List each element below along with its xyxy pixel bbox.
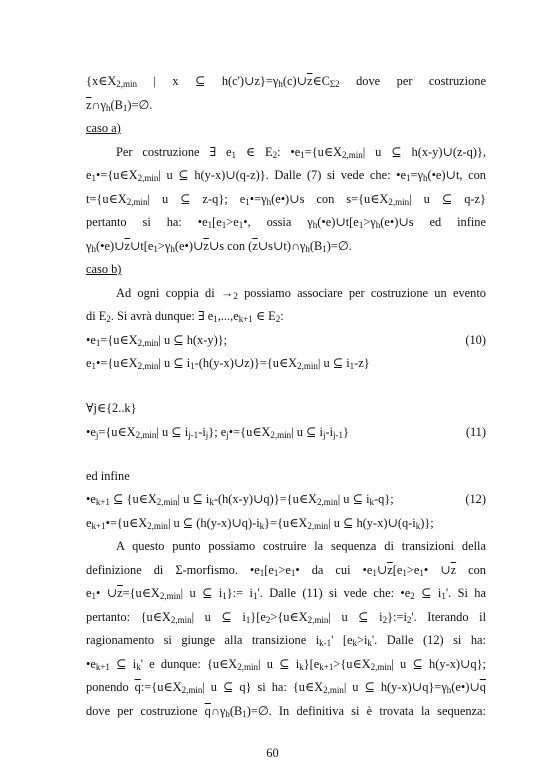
subscript: 2,min xyxy=(181,685,203,695)
text-run: ={u∈X xyxy=(98,425,136,439)
text-run: ∪t[e xyxy=(129,239,154,253)
text-run: } xyxy=(343,425,349,439)
text-run: | u ⊆ i xyxy=(258,657,300,671)
subscript: 2 xyxy=(272,150,278,160)
subscript: k+1 xyxy=(95,662,110,672)
subscript: h xyxy=(91,244,96,254)
text-run: >i xyxy=(356,633,368,647)
text-run: | u ⊆ h(y-x)∪(q-z)}. Dalle (7) si vede che: •e xyxy=(158,168,406,182)
subscript: 1 xyxy=(207,220,213,230)
subscript: 1 xyxy=(253,591,258,601)
subscript: 1 xyxy=(290,568,296,578)
text-run: (c)∪ xyxy=(282,74,307,88)
text-line xyxy=(86,96,486,118)
subscript: k+1 xyxy=(95,497,110,507)
text-run: ' [e xyxy=(331,633,353,647)
text-run: -i xyxy=(325,425,334,439)
subscript: 1 xyxy=(358,220,364,230)
text-line xyxy=(86,119,486,138)
text-line xyxy=(86,423,486,445)
text-run: | u ⊆ i xyxy=(337,492,370,506)
subscript: 2 xyxy=(265,615,271,625)
subscript: h xyxy=(225,709,230,719)
text-line xyxy=(116,537,486,556)
subscript: 1 xyxy=(190,361,195,371)
subscript: 2,min xyxy=(137,173,159,183)
text-run: ∪s∪t)∩γ xyxy=(257,239,306,253)
subscript: 1 xyxy=(245,197,250,207)
text-run: =γ xyxy=(410,168,423,182)
subscript: Σ2 xyxy=(329,79,340,89)
subscript: k-1 xyxy=(319,638,332,648)
subscript: 1 xyxy=(300,150,305,160)
overlined-symbol: $\overline{z}$ xyxy=(450,563,457,577)
text-run: di E xyxy=(86,309,107,323)
text-line xyxy=(86,514,486,536)
page-number: 60 xyxy=(266,746,279,760)
text-run: | u ⊆ h(x-y)}; xyxy=(158,333,228,347)
equation-number: (12) xyxy=(465,492,486,506)
text-run: dove per costruzione xyxy=(339,74,486,88)
text-run: )=∅. xyxy=(127,98,153,112)
text-run: >{u∈X xyxy=(270,610,308,624)
text-line xyxy=(86,166,486,188)
equation-number: (10) xyxy=(465,333,486,347)
text-line xyxy=(86,331,486,353)
text-run: | u ⊆ h(y-x)∪(q-i xyxy=(328,516,416,530)
text-run: (•e)∪t, con xyxy=(427,168,487,182)
text-run: }[e xyxy=(303,657,320,671)
text-run: }; e xyxy=(208,425,227,439)
subscript: 2,min xyxy=(307,521,329,531)
text-run: ⊆ i xyxy=(109,657,137,671)
text-line xyxy=(86,237,486,259)
text-run: }:=i xyxy=(387,610,407,624)
subscript: 2,min xyxy=(342,150,363,160)
text-run: pertanto si ha: •e xyxy=(86,215,208,229)
text-run: -(h(x-y)∪q)}={u∈X xyxy=(213,492,317,506)
text-line xyxy=(86,584,486,606)
subscript: 1 xyxy=(91,591,96,601)
text-run: dove per costruzione xyxy=(86,704,205,718)
text-run: {x∈X xyxy=(86,74,117,88)
text-line xyxy=(86,213,486,235)
text-run: •, ossia γ xyxy=(243,215,313,229)
text-run: ∩γ xyxy=(91,98,106,112)
subscript: 1 xyxy=(122,103,128,113)
subscript: h xyxy=(170,244,175,254)
subscript: h xyxy=(305,244,310,254)
text-line xyxy=(86,190,486,212)
subscript: j xyxy=(226,430,229,440)
subscript: 1 xyxy=(406,173,411,183)
text-run: | u ⊆ q-z} xyxy=(409,192,486,206)
subscript: 2 xyxy=(233,291,238,301)
subscript: 1 xyxy=(372,568,377,578)
text-line xyxy=(86,678,486,700)
text-run: e xyxy=(86,516,92,530)
text-run: | u ⊆ h(y-x)∪q}; xyxy=(391,657,486,671)
text-run: ⊆ i xyxy=(414,586,442,600)
subscript: k+1 xyxy=(91,521,106,531)
text-run: ∈C xyxy=(312,74,330,88)
overlined-symbol: $\overline{z}$ xyxy=(252,239,258,253)
text-run: • da cui •e xyxy=(295,563,373,577)
text-run: •={u∈X xyxy=(228,425,271,439)
text-run: (B xyxy=(110,98,123,112)
text-run: >e xyxy=(278,563,291,577)
text-run: | u ⊆ i xyxy=(156,425,189,439)
text-line xyxy=(86,307,486,329)
text-run: | u ⊆ (h(y-x)∪q)-i xyxy=(167,516,260,530)
text-run: }={u∈X xyxy=(264,516,308,530)
text-run: (e•)∪ xyxy=(174,239,204,253)
text-run: | u ⊆ i xyxy=(180,586,223,600)
text-run: •={u∈X xyxy=(105,516,148,530)
text-run: ∈ E xyxy=(236,145,273,159)
subscript: 2,min xyxy=(156,497,178,507)
subscript: h xyxy=(266,197,272,207)
text-run: }:= i xyxy=(226,586,253,600)
text-line xyxy=(86,72,486,94)
text-run: ={u∈X xyxy=(100,333,138,347)
text-run: ∩γ xyxy=(210,704,226,718)
text-run: | u ⊆ z-q}; e xyxy=(147,192,246,206)
subscript: k xyxy=(352,638,357,648)
subscript: h xyxy=(312,220,318,230)
subscript: 2,min xyxy=(307,615,329,625)
subscript: 2,min xyxy=(137,338,159,348)
text-line xyxy=(86,702,486,724)
text-line xyxy=(86,608,486,630)
subscript: 1 xyxy=(213,314,218,324)
text-run: (B xyxy=(229,704,243,718)
text-run: t={u∈X xyxy=(86,192,127,206)
text-run: (e•)∪ xyxy=(451,680,480,694)
text-run: • ∪ xyxy=(423,563,451,577)
subscript: 1 xyxy=(349,361,355,371)
subscript: k xyxy=(367,638,372,648)
text-run: •={u∈X xyxy=(96,356,138,370)
text-run: ed infine xyxy=(86,469,130,483)
text-line xyxy=(86,260,486,279)
text-run: ={u∈X xyxy=(122,586,160,600)
text-run: | u ⊆ i xyxy=(328,610,383,624)
overlined-symbol: $\overline{q}$ xyxy=(204,704,211,718)
text-run: γ xyxy=(86,239,92,253)
text-run: (e•)∪s con s={u∈X xyxy=(271,192,389,206)
subscript: 2,min xyxy=(388,197,410,207)
subscript: k+1 xyxy=(319,662,334,672)
text-run: •e xyxy=(86,425,96,439)
subscript: 2,min xyxy=(316,497,338,507)
text-run: Per costruzione ∃ e xyxy=(116,145,232,159)
text-run: definizione di Σ-morfismo. •e xyxy=(86,563,260,577)
text-run: ⊆ {u∈X xyxy=(109,492,157,506)
text-run: •e xyxy=(86,657,96,671)
subscript: 1 xyxy=(242,709,247,719)
overlined-symbol: $\overline{z}$ xyxy=(124,239,130,253)
subscript: h xyxy=(446,685,452,695)
text-run: Ad ogni coppia di → xyxy=(116,286,234,300)
text-run: }[e xyxy=(250,610,266,624)
subscript: j-1 xyxy=(333,430,344,440)
text-run: (•e)∪t[e xyxy=(317,215,359,229)
text-run: con xyxy=(456,563,486,577)
text-run: -q}; xyxy=(374,492,394,506)
subscript: 2,min xyxy=(170,615,192,625)
subscript: k xyxy=(136,662,141,672)
text-run: :={u∈X xyxy=(140,680,182,694)
text-run: | x ⊆ h(c')∪z}=γ xyxy=(137,74,279,88)
text-run: •e xyxy=(86,333,96,347)
text-line xyxy=(86,354,486,376)
subscript: k xyxy=(259,521,265,531)
subscript: 2,min xyxy=(297,361,318,371)
subscript: 2,min xyxy=(126,197,148,207)
subscript: j-1 xyxy=(188,430,199,440)
subscript: h xyxy=(375,220,381,230)
text-run: [e xyxy=(264,563,274,577)
subscript: 1 xyxy=(419,568,424,578)
subscript: 2 xyxy=(106,314,111,324)
overlined-symbol: $\overline{z}$ xyxy=(203,239,209,253)
subscript: 1 xyxy=(91,361,96,371)
text-line xyxy=(86,561,486,583)
subscript: 2,min xyxy=(116,79,138,89)
text-run: -(h(y-x)∪z)}={u∈X xyxy=(194,356,298,370)
subscript: j xyxy=(322,430,326,440)
overlined-symbol: $\overline{z}$ xyxy=(387,563,393,577)
text-run: : xyxy=(280,309,284,323)
subscript: 1 xyxy=(322,244,327,254)
subscript: 1 xyxy=(91,173,96,183)
subscript: h xyxy=(105,103,111,113)
subscript: 1 xyxy=(402,568,407,578)
overlined-symbol: $\overline{z}$ xyxy=(86,98,92,112)
subscript: k+1 xyxy=(238,314,253,324)
text-run: (B xyxy=(309,239,323,253)
text-run: (•e)∪ xyxy=(95,239,125,253)
text-run: ' e dunque: {u∈X xyxy=(140,657,238,671)
subscript: 1 xyxy=(259,568,265,578)
text-run: >e xyxy=(406,563,420,577)
text-run: | u ⊆ i xyxy=(291,425,323,439)
text-run: ∀j∈{2..k} xyxy=(86,401,137,415)
subscript: 1 xyxy=(245,615,251,625)
subscript: 2,min xyxy=(370,662,392,672)
subscript: j xyxy=(205,430,209,440)
text-run: •={u∈X xyxy=(96,168,138,182)
text-run: | u ⊆ i xyxy=(177,492,210,506)
text-run: >γ xyxy=(157,239,171,253)
text-run: A questo punto possiamo costruire la sequenza di transizioni della xyxy=(116,539,486,553)
subscript: 2 xyxy=(410,591,415,601)
text-run: '. Iterando il xyxy=(411,610,487,624)
text-run: >{u∈X xyxy=(333,657,371,671)
text-run: >γ xyxy=(363,215,376,229)
subscript: 1 xyxy=(273,568,279,578)
text-run: [e xyxy=(392,563,403,577)
text-run: )=∅. In definitiva si è trovata la sequenza: xyxy=(246,704,486,718)
text-run: '. Dalle (12) si ha: xyxy=(371,633,486,647)
text-run: | u ⊆ h(x-y)∪(z-q)}, xyxy=(362,145,486,159)
text-line xyxy=(116,284,486,306)
text-line xyxy=(86,490,486,512)
text-run: ∈ E xyxy=(252,309,276,323)
text-run: >e xyxy=(226,215,239,229)
subscript: 1 xyxy=(231,150,237,160)
text-run: | u ⊆ h(y-x)∪q}=γ xyxy=(343,680,447,694)
text-line xyxy=(86,399,486,418)
text-line xyxy=(86,631,486,653)
subscript: 1 xyxy=(95,338,101,348)
subscript: 2 xyxy=(382,615,388,625)
overlined-symbol: $\overline{q}$ xyxy=(134,680,141,694)
subscript: 1 xyxy=(153,244,158,254)
subscript: h xyxy=(422,173,428,183)
text-run: ∪s con ( xyxy=(208,239,253,253)
subscript: 2 xyxy=(275,314,281,324)
subscript: 2,min xyxy=(323,685,344,695)
text-run: e xyxy=(86,168,92,182)
text-run: | u ⊆ i xyxy=(317,356,350,370)
subscript: 1 xyxy=(441,591,446,601)
text-line xyxy=(116,143,486,165)
overlined-symbol: $\overline{z}$ xyxy=(306,74,313,88)
subscript: 2,min xyxy=(137,361,159,371)
text-run: | u ⊆ i xyxy=(191,610,246,624)
subscript: 1 xyxy=(221,220,227,230)
text-run: pertanto: {u∈X xyxy=(86,610,171,624)
subscript: 1 xyxy=(222,591,227,601)
text-run: '. Si ha xyxy=(445,586,486,600)
text-run: )}; xyxy=(420,516,434,530)
subscript: h xyxy=(278,79,283,89)
overlined-symbol: $\overline{q}$ xyxy=(479,680,486,694)
subscript: 2,min xyxy=(147,521,168,531)
subscript: k xyxy=(209,497,214,507)
subscript: k xyxy=(299,662,304,672)
subscript: 2 xyxy=(406,615,412,625)
subscript: 2,min xyxy=(270,430,292,440)
text-run: [e xyxy=(212,215,222,229)
text-run: (e•)∪s ed infine xyxy=(380,215,487,229)
text-run: -i xyxy=(198,425,206,439)
subscript: k xyxy=(369,497,375,507)
text-run: : •e xyxy=(277,145,301,159)
text-run: ,...,e xyxy=(217,309,239,323)
subscript: k xyxy=(415,521,421,531)
equation-number: (11) xyxy=(465,425,486,439)
section-heading: caso b) xyxy=(86,262,122,276)
text-run: e xyxy=(86,356,92,370)
subscript: 1 xyxy=(238,220,244,230)
text-run: . Si avrà dunque: ∃ e xyxy=(110,309,214,323)
text-run: '. Dalle (11) si vede che: •e xyxy=(257,586,411,600)
text-run: • ∪ xyxy=(96,586,118,600)
text-run: )=∅. xyxy=(326,239,352,253)
subscript: 2,min xyxy=(159,591,181,601)
overlined-symbol: $\overline{z}$ xyxy=(117,586,123,600)
text-run: -z} xyxy=(354,356,370,370)
text-run: ∪ xyxy=(376,563,388,577)
text-run: possiamo associare per costruzione un evento xyxy=(237,286,486,300)
subscript: 2,min xyxy=(135,430,157,440)
text-run: ={u∈X xyxy=(304,145,343,159)
text-run: •e xyxy=(86,492,96,506)
subscript: j xyxy=(95,430,99,440)
subscript: 2,min xyxy=(237,662,259,672)
text-line xyxy=(86,467,486,486)
text-run: ponendo xyxy=(86,680,135,694)
text-run: | u ⊆ q} si ha: {u∈X xyxy=(202,680,324,694)
text-line xyxy=(86,655,486,677)
section-heading: caso a) xyxy=(86,121,121,135)
text-run: •=γ xyxy=(249,192,267,206)
text-run: ragionamento si giunge alla transizione i xyxy=(86,633,320,647)
text-run: | u ⊆ i xyxy=(158,356,191,370)
text-run: e xyxy=(86,586,92,600)
